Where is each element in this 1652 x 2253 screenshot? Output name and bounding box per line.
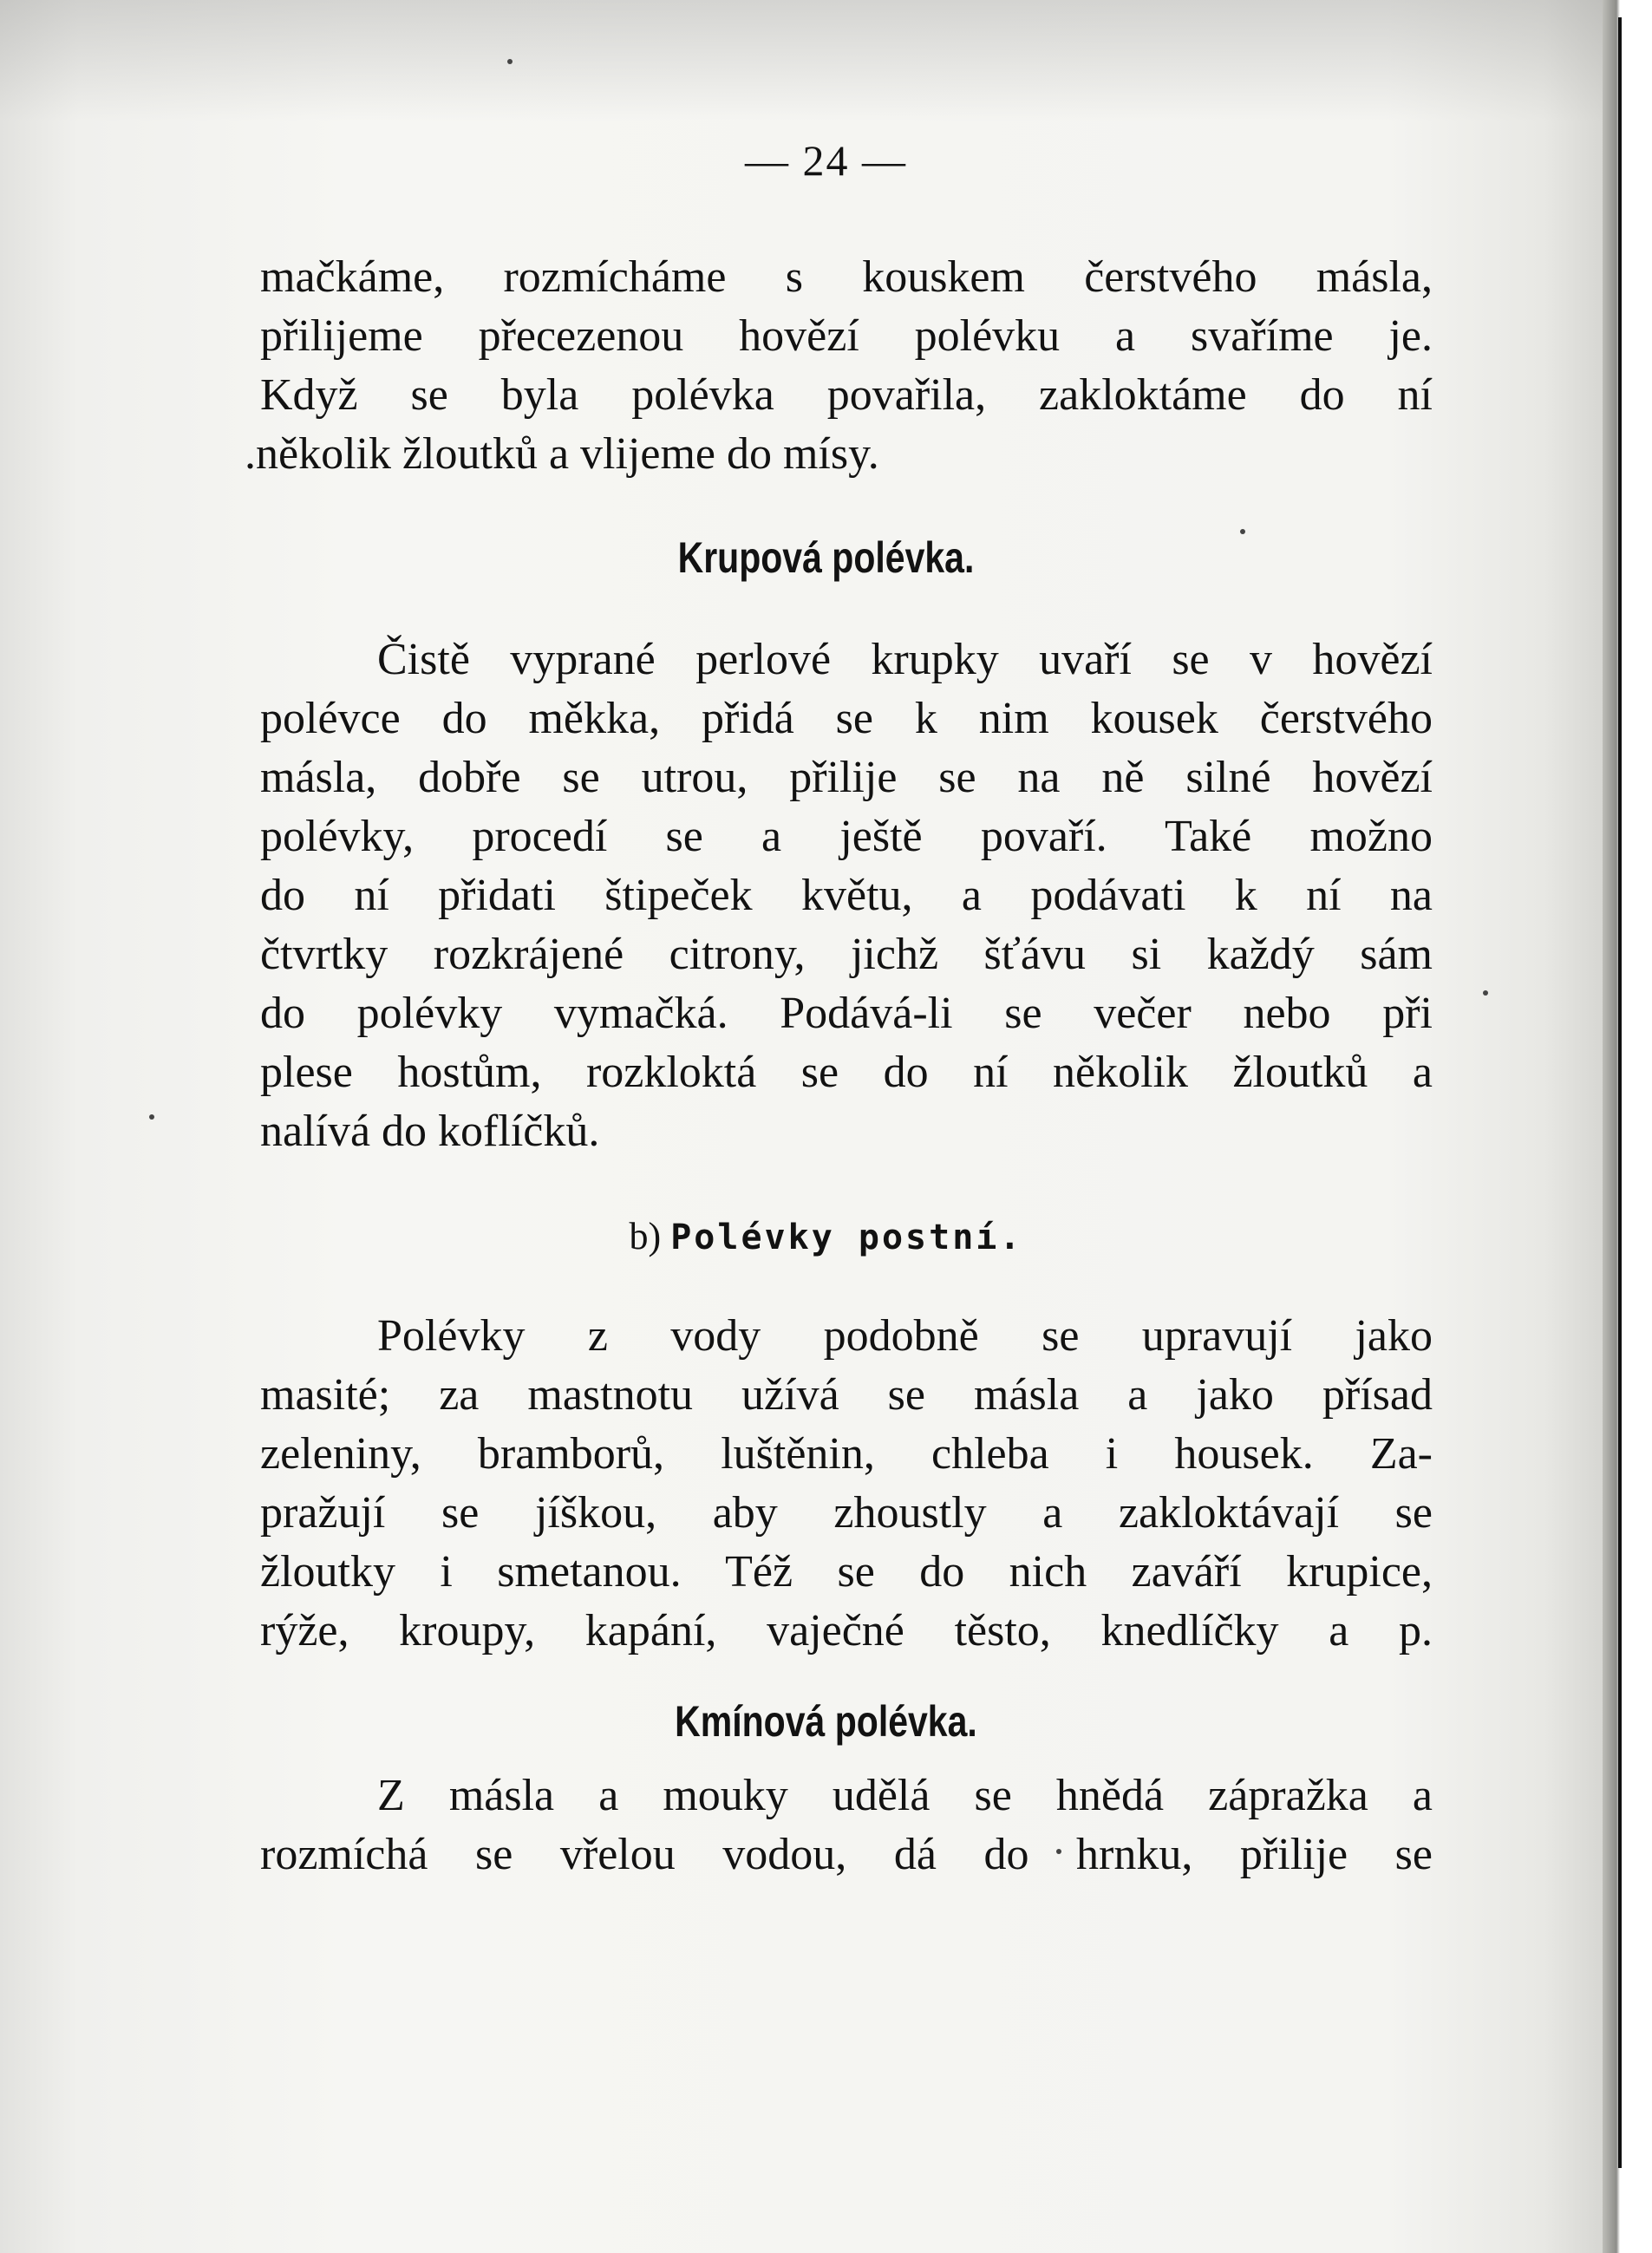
text-line: zeleniny, bramborů, luštěnin, chleba i housek. Za- — [260, 1429, 1433, 1479]
print-speck — [149, 1114, 154, 1120]
text-line: Čistě vyprané perlové krupky uvaří se v hovězí — [377, 635, 1433, 684]
text-line: polévce do měkka, přidá se k nim kousek čerstvého — [260, 694, 1433, 743]
paragraph-continued — [245, 248, 1433, 484]
text-line: Když se byla polévka povařila, zakloktáme do ní — [260, 370, 1433, 420]
binding-line — [1618, 17, 1622, 2168]
text-line: do polévky vymačká. Podává-li se večer nebo při — [260, 989, 1433, 1038]
text-line: mačkáme, rozmícháme s kouskem čerstvého másla, — [260, 252, 1433, 302]
text-line: plese hostům, rozkloktá se do ní několik žloutků a — [260, 1048, 1433, 1097]
text-line: masité; za mastnotu užívá se másla a jako přísad — [260, 1370, 1433, 1420]
text-line: čtvrtky rozkrájené citrony, jichž šťávu si každý sám — [260, 930, 1433, 979]
text-line: nalívá do koflíčků. — [260, 1107, 600, 1156]
page-number: — 24 — — [745, 136, 907, 185]
heading-krupova-polevka: Krupová polévka. — [677, 533, 975, 582]
text-line: polévky, procedí se a ještě povaří. Také možno — [260, 812, 1433, 861]
text-line: másla, dobře se utrou, přilije se na ně silné hovězí — [260, 753, 1433, 802]
section-marker: b) — [629, 1215, 662, 1257]
text-line: žloutky i smetanou. Též se do nich zaváří krupice, — [260, 1547, 1433, 1597]
text-line: Polévky z vody podobně se upravují jako — [377, 1311, 1433, 1361]
text-line: .několik žloutků a vlijeme do mísy. — [245, 429, 879, 479]
text-line: do ní přidati štipeček květu, a podávati k ní na — [260, 871, 1433, 920]
paragraph-kminova — [260, 1766, 1433, 1884]
text-line: rozmíchá se vřelou vodou, dá do hrnku, přilije se — [260, 1830, 1433, 1879]
print-speck — [507, 59, 513, 64]
text-line: Z másla a mouky udělá se hnědá zápražka a — [377, 1771, 1433, 1820]
scan-shadow — [0, 0, 1652, 121]
paragraph-krupova — [260, 630, 1433, 1161]
section-title: Polévky postní. — [670, 1218, 1023, 1257]
heading-kminova-polevka: Kmínová polévka. — [675, 1697, 977, 1746]
text-line: přilijeme přecezenou hovězí polévku a svaříme je. — [260, 311, 1433, 361]
text-line: rýže, kroupy, kapání, vaječné těsto, knedlíčky a p. — [260, 1606, 1433, 1655]
paragraph-polevky-postni — [260, 1307, 1433, 1661]
print-speck — [1483, 990, 1488, 996]
page-binding-edge — [1603, 0, 1652, 2253]
text-line: pražují se jíškou, aby zhoustly a zakloktávají se — [260, 1488, 1433, 1538]
section-heading-polevky-postni — [0, 1212, 1652, 1262]
